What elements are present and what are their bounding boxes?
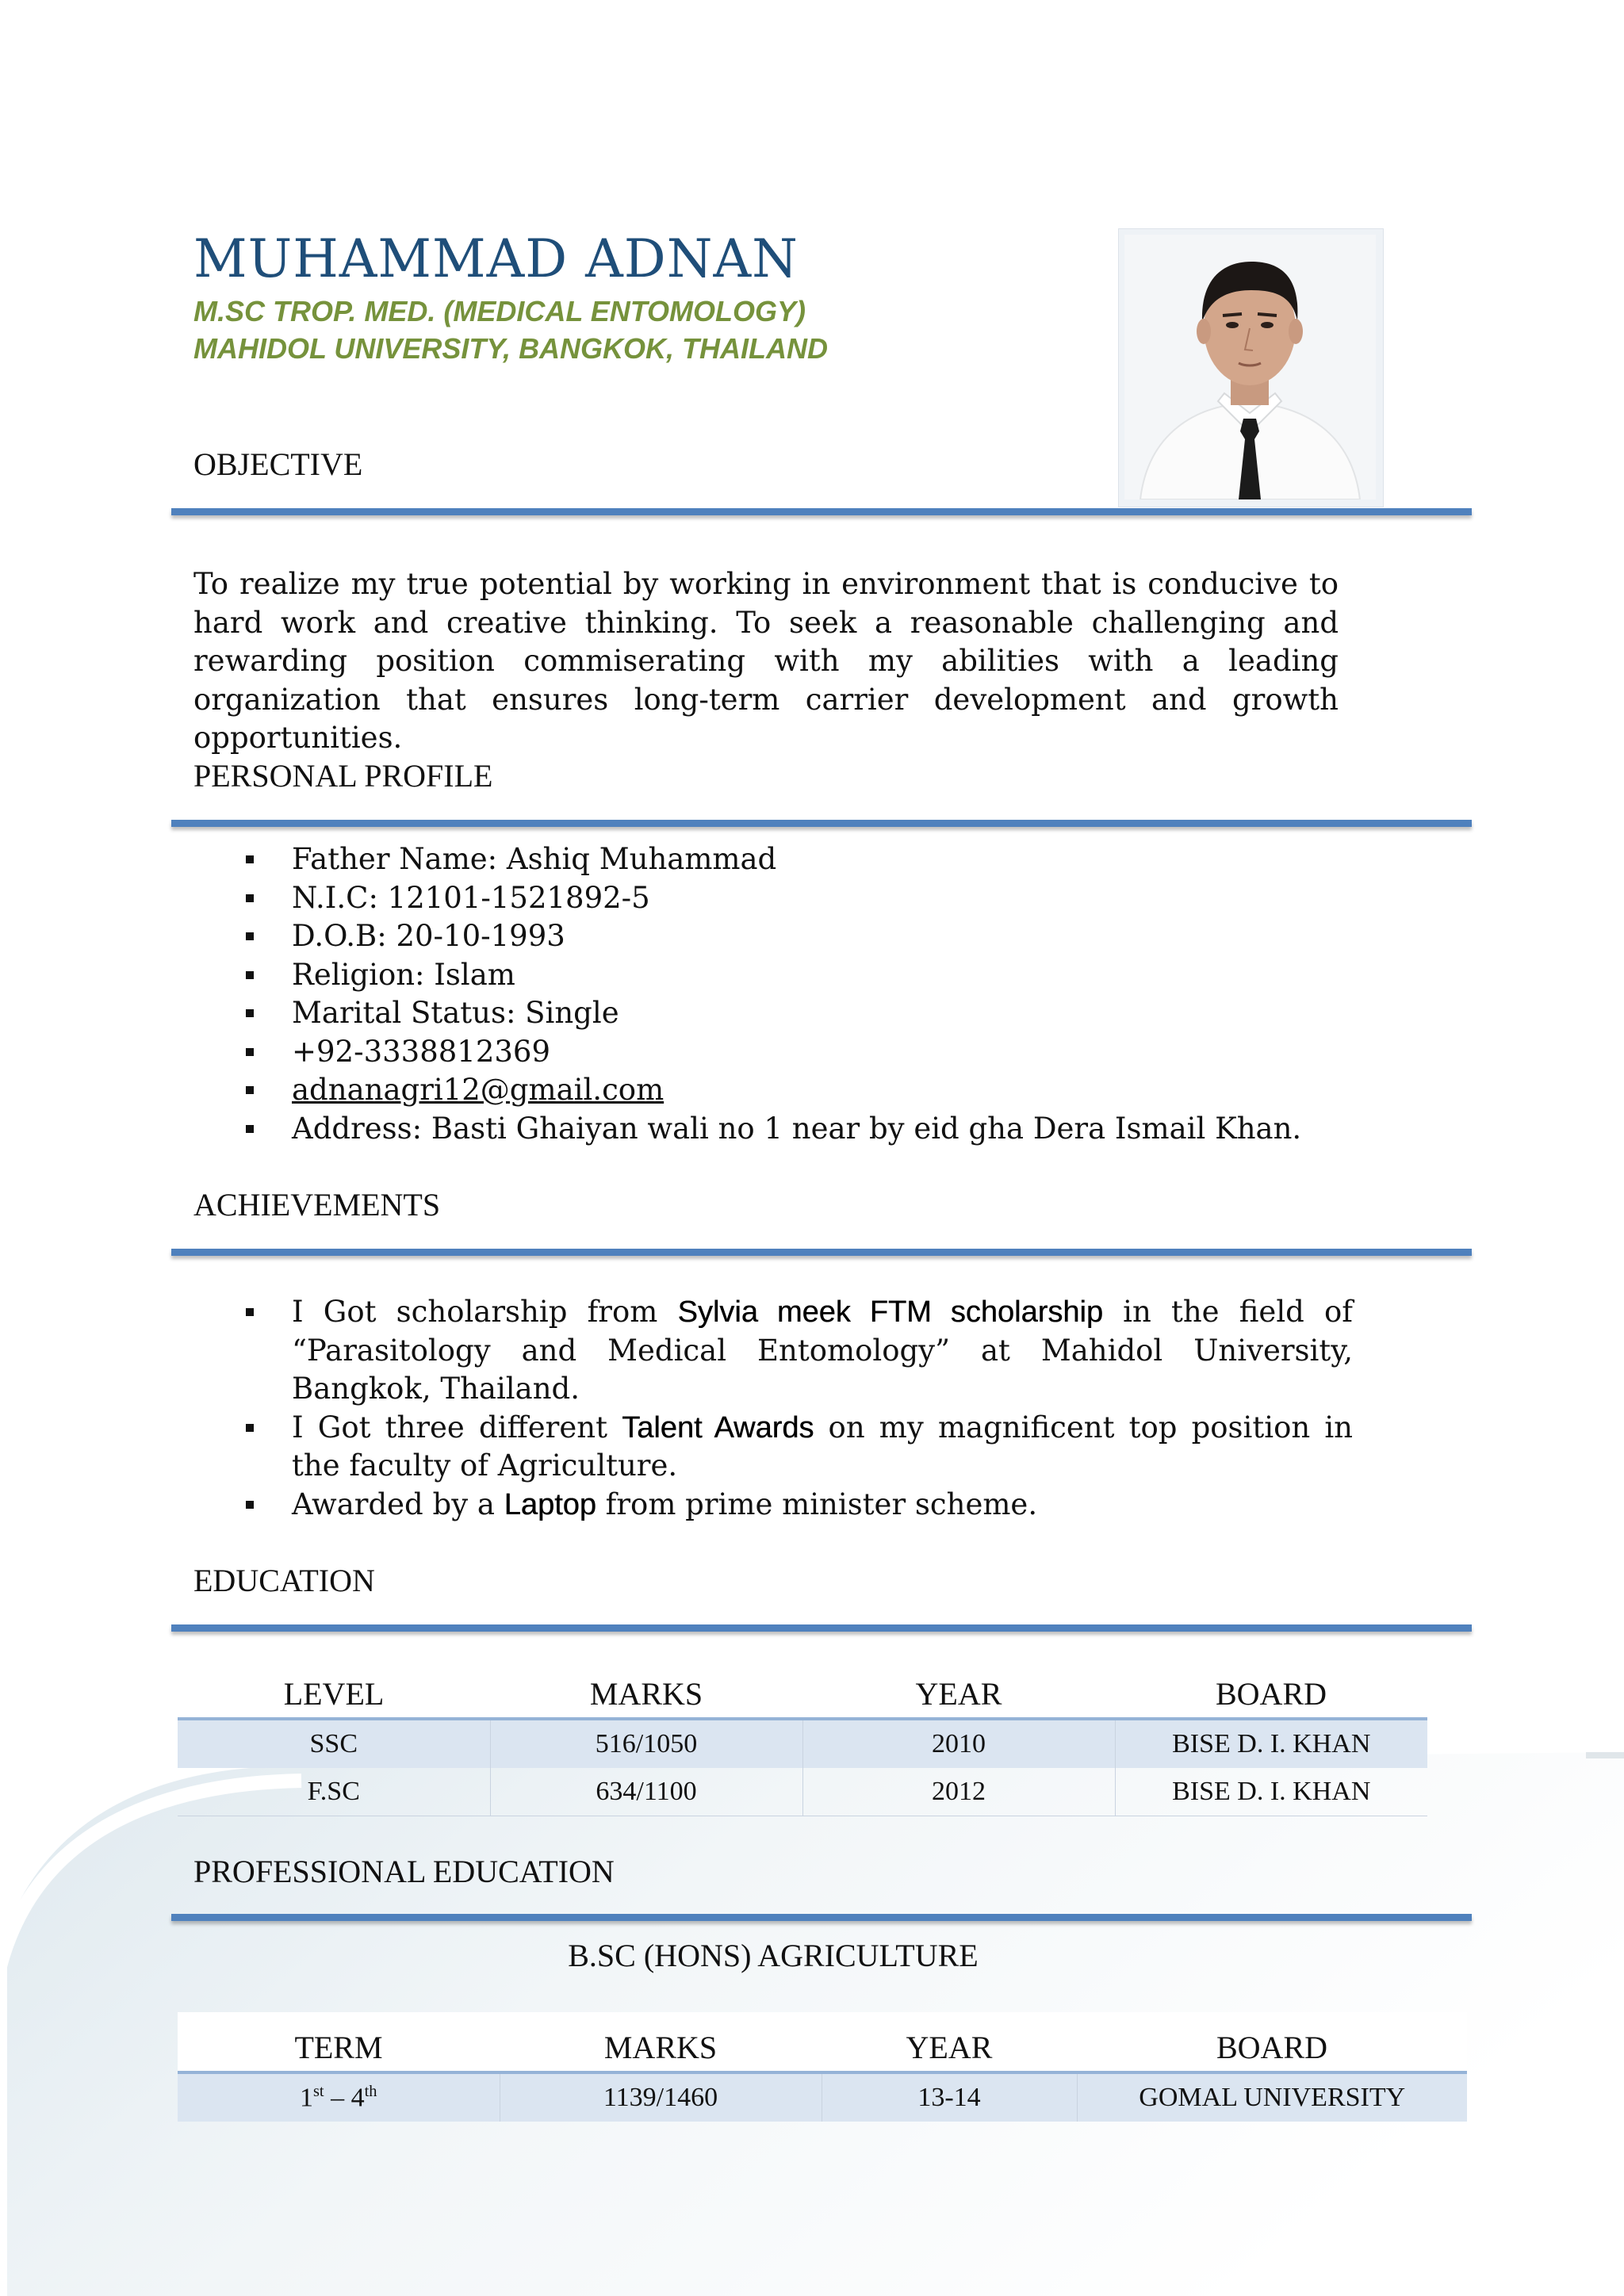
table-cell: SSC [178, 1719, 490, 1768]
personal-profile-heading: PERSONAL PROFILE [193, 758, 493, 794]
table-cell: 2010 [802, 1719, 1115, 1768]
section-divider [171, 1624, 1472, 1632]
column-header-year: YEAR [915, 1676, 1002, 1712]
table-header-row [178, 2012, 1467, 2072]
email-link[interactable]: adnanagri12@gmail.com [292, 1073, 665, 1107]
list-item [193, 1071, 1339, 1110]
achievement-text: on my magnificent top position in the faculty of Agriculture. [292, 1410, 1353, 1483]
degree-subtitle: M.SC TROP. MED. (MEDICAL ENTOMOLOGY) [193, 295, 806, 327]
list-item [193, 994, 1339, 1033]
achievement-text: Awarded by a [292, 1487, 504, 1521]
bullet-icon [246, 1308, 254, 1316]
table-cell: 13-14 [822, 2072, 1077, 2122]
university-subtitle: MAHIDOL UNIVERSITY, BANGKOK, THAILAND [193, 332, 829, 365]
column-header-board: BOARD [1215, 1676, 1327, 1712]
achievement-highlight: Sylvia meek FTM scholarship [677, 1295, 1103, 1329]
table-cell: 634/1100 [490, 1768, 802, 1816]
achievement-text: I Got three different [292, 1410, 622, 1445]
list-item [193, 917, 1339, 956]
marital-status: Marital Status: Single [292, 996, 619, 1030]
section-divider [171, 1249, 1472, 1256]
column-header-year: YEAR [822, 2012, 1077, 2072]
candidate-name: MUHAMMAD ADNAN [193, 228, 799, 289]
list-item [193, 956, 1339, 995]
bullet-icon [246, 1009, 254, 1017]
bullet-icon [246, 1086, 254, 1094]
father-name: Father Name: Ashiq Muhammad [292, 842, 777, 876]
term-end-suffix: th [364, 2082, 377, 2100]
bullet-icon [246, 1424, 254, 1432]
achievements-list [193, 1293, 1353, 1524]
list-item [193, 1293, 1353, 1409]
objective-text: To realize my true potential by working in environment that is conducive to hard work and creative thinking. To seek a reasonable challenging and rewarding position commiserating with my abilities with a leading organization that ensures long-term carrier development and growth opportunities. [193, 567, 1339, 755]
list-item [193, 1409, 1353, 1486]
table-cell: GOMAL UNIVERSITY [1077, 2072, 1467, 2122]
column-header-level: LEVEL [283, 1676, 385, 1712]
achievement-highlight: Laptop [504, 1487, 596, 1521]
table-cell: BISE D. I. KHAN [1115, 1768, 1427, 1816]
professional-education-table [178, 2012, 1467, 2122]
table-header-row [178, 1659, 1427, 1719]
date-of-birth: D.O.B: 20-10-1993 [292, 919, 565, 953]
personal-profile-list [193, 840, 1339, 1148]
term-start-suffix: st [313, 2082, 324, 2100]
table-cell: BISE D. I. KHAN [1115, 1719, 1427, 1768]
table-cell: F.SC [178, 1768, 490, 1816]
term-separator: – [324, 2083, 351, 2113]
objective-heading: OBJECTIVE [193, 446, 363, 482]
list-item [193, 1110, 1339, 1149]
list-item [193, 879, 1339, 918]
bullet-icon [246, 932, 254, 940]
bullet-icon [246, 971, 254, 979]
bullet-icon [246, 894, 254, 902]
bullet-icon [246, 1125, 254, 1133]
section-divider [171, 1914, 1472, 1921]
education-table [178, 1659, 1427, 1816]
term-cell [178, 2072, 500, 2122]
nic-number: N.I.C: 12101-1521892-5 [292, 880, 650, 915]
education-heading: EDUCATION [193, 1563, 375, 1598]
bullet-icon [246, 855, 254, 863]
profile-photo [1124, 235, 1376, 499]
religion: Religion: Islam [292, 957, 515, 992]
phone-number: +92-3338812369 [292, 1034, 550, 1069]
table-row [178, 1719, 1427, 1768]
achievement-text: I Got scholarship from [292, 1295, 678, 1329]
column-header-board: BOARD [1077, 2012, 1467, 2072]
bullet-icon [246, 1048, 254, 1056]
column-header-term: TERM [178, 2012, 500, 2072]
table-row [178, 1768, 1427, 1816]
section-divider [171, 508, 1472, 515]
achievement-highlight: Talent Awards [622, 1410, 814, 1445]
list-item [193, 1486, 1353, 1525]
list-item [193, 840, 1339, 879]
list-item [193, 1033, 1339, 1072]
term-start: 1 [300, 2083, 313, 2113]
bullet-icon [246, 1501, 254, 1509]
section-divider [171, 820, 1472, 827]
degree-title: B.SC (HONS) AGRICULTURE [568, 1938, 979, 1973]
table-cell: 2012 [802, 1768, 1115, 1816]
table-cell: 516/1050 [490, 1719, 802, 1768]
column-header-marks: MARKS [589, 1676, 703, 1712]
achievement-text: in the field of “Parasitology and Medical Entomology” at Mahidol University, Bangkok, Thailand. [292, 1295, 1353, 1406]
achievement-text: from prime minister scheme. [596, 1487, 1038, 1521]
table-cell: 1139/1460 [500, 2072, 822, 2122]
table-row [178, 2072, 1467, 2122]
address: Address: Basti Ghaiyan wali no 1 near by eid gha Dera Ismail Khan. [292, 1111, 1302, 1146]
column-header-marks: MARKS [500, 2012, 822, 2072]
professional-education-heading: PROFESSIONAL EDUCATION [193, 1854, 615, 1889]
achievements-heading: ACHIEVEMENTS [193, 1187, 441, 1223]
term-end: 4 [350, 2083, 365, 2113]
